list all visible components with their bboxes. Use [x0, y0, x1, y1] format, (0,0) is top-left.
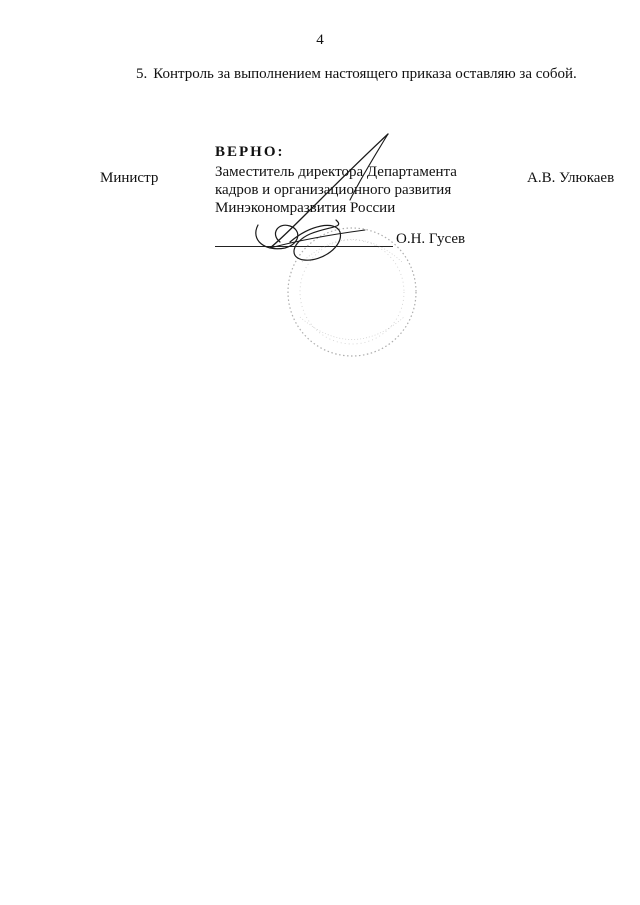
- minister-name: А.В. Улюкаев: [527, 170, 615, 186]
- page-number: 4: [316, 32, 324, 48]
- certification-line-3: Минэкономразвития России: [215, 200, 396, 216]
- signer-name: О.Н. Гусев: [396, 231, 466, 247]
- certification-heading: ВЕРНО:: [215, 144, 285, 160]
- paragraph-5: [136, 66, 577, 83]
- handwritten-signature: [240, 130, 410, 270]
- minister-title: Министр: [100, 170, 159, 186]
- certification-line-2: кадров и организационного развития: [215, 182, 452, 198]
- paragraph-text: Контроль за выполнением настоящего приказа оставляю за собой.: [153, 66, 577, 82]
- certification-line-1: Заместитель директора Департамента: [215, 164, 457, 180]
- paragraph-number: 5.: [136, 66, 148, 82]
